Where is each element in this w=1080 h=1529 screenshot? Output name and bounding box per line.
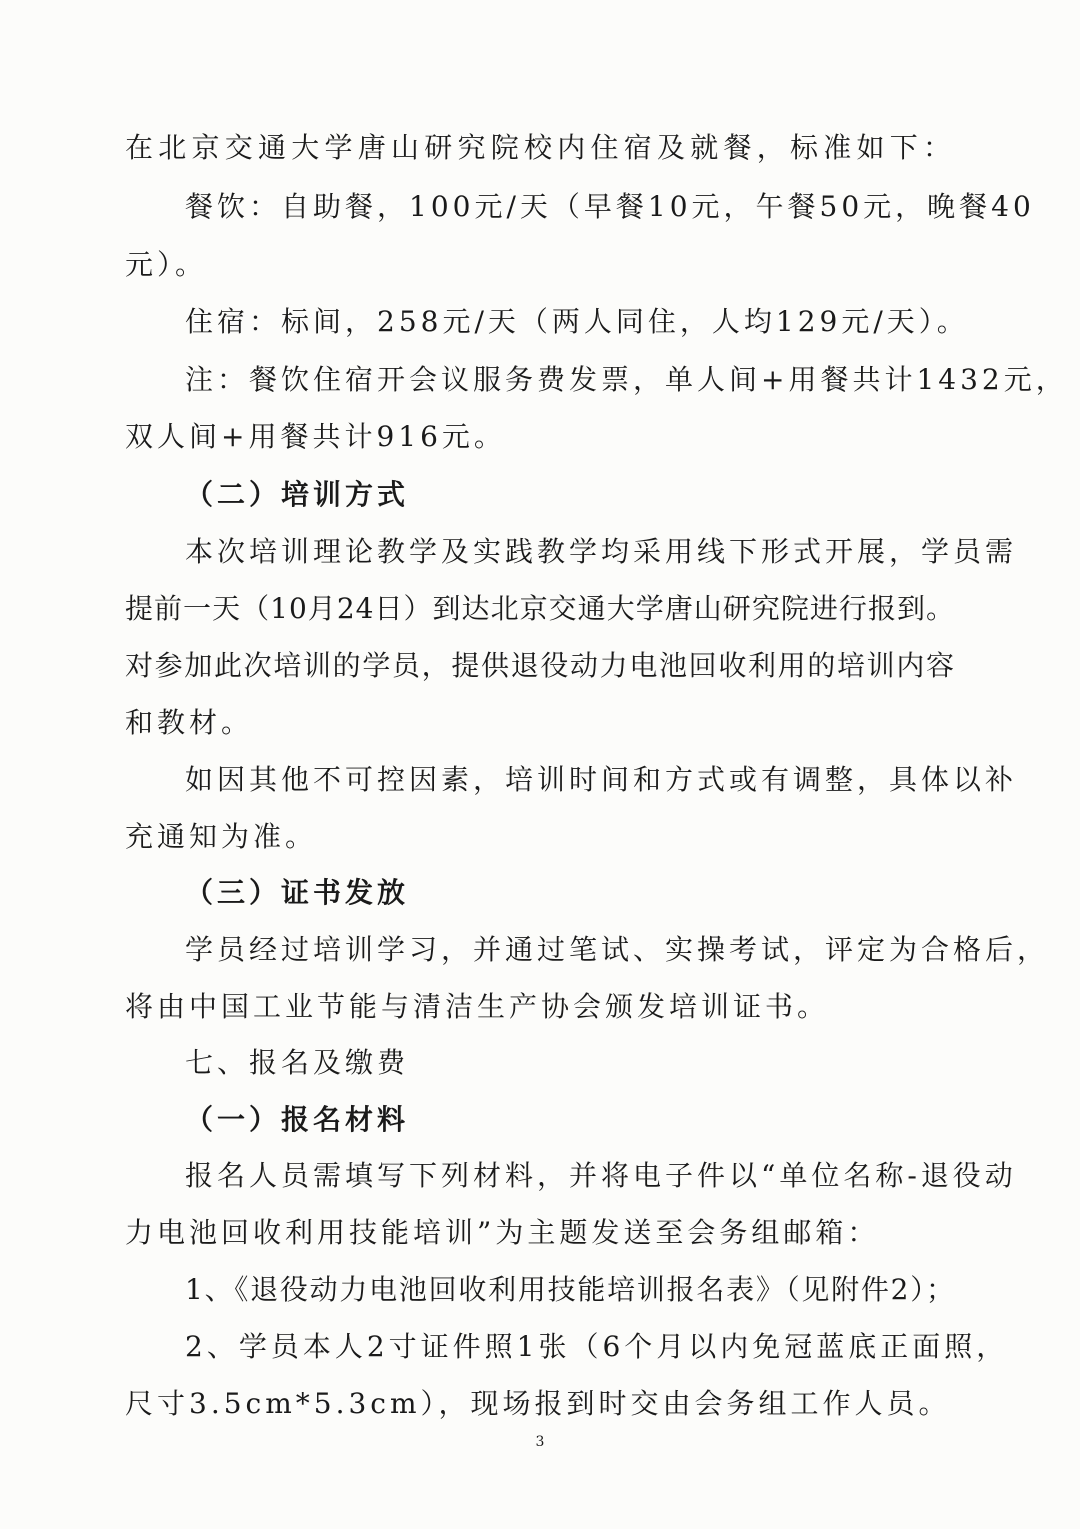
text-line: 本次培训理论教学及实践教学均采用线下形式开展，学员需 xyxy=(185,535,1018,568)
text-line: 注：餐饮住宿开会议服务费发票，单人间+用餐共计1432元， xyxy=(185,363,1068,396)
text-line: 餐饮：自助餐，100元/天（早餐10元，午餐50元，晚餐40 xyxy=(185,190,1035,223)
text-line: 尺寸3.5cm*5.3cm），现场报到时交由会务组工作人员。 xyxy=(125,1387,951,1420)
text-line: 学员经过培训学习，并通过笔试、实操考试，评定为合格后， xyxy=(185,933,1050,966)
section-heading: （三）证书发放 xyxy=(185,876,410,909)
text-line: 提前一天（10月24日）到达北京交通大学唐山研究院进行报到。 xyxy=(125,592,955,625)
section-heading: （二）培训方式 xyxy=(185,478,410,511)
section-heading: 七、报名及缴费 xyxy=(185,1046,410,1079)
text-line: 和教材。 xyxy=(125,706,254,739)
text-line: 1、《退役动力电池回收利用技能培训报名表》（见附件2）； xyxy=(185,1273,955,1306)
text-line: 充通知为准。 xyxy=(125,820,318,853)
text-line: 住宿：标间，258元/天（两人同住，人均129元/天）。 xyxy=(185,305,969,338)
text-line: 双人间+用餐共计916元。 xyxy=(125,420,506,453)
text-line: 在北京交通大学唐山研究院校内住宿及就餐，标准如下： xyxy=(125,131,955,164)
text-line: 如因其他不可控因素，培训时间和方式或有调整，具体以补 xyxy=(185,763,1018,796)
text-line: 2、学员本人2寸证件照1张（6个月以内免冠蓝底正面照， xyxy=(185,1330,1009,1363)
page-number: 3 xyxy=(535,1434,545,1450)
text-line: 将由中国工业节能与清洁生产协会颁发培训证书。 xyxy=(125,990,830,1023)
text-line: 元）。 xyxy=(125,248,208,281)
text-line: 力电池回收利用技能培训”为主题发送至会务组邮箱： xyxy=(125,1216,880,1249)
text-line: 对参加此次培训的学员，提供退役动力电池回收利用的培训内容 xyxy=(125,649,955,682)
section-heading: （一）报名材料 xyxy=(185,1103,410,1136)
text-line: 报名人员需填写下列材料，并将电子件以“单位名称-退役动 xyxy=(185,1159,1017,1192)
